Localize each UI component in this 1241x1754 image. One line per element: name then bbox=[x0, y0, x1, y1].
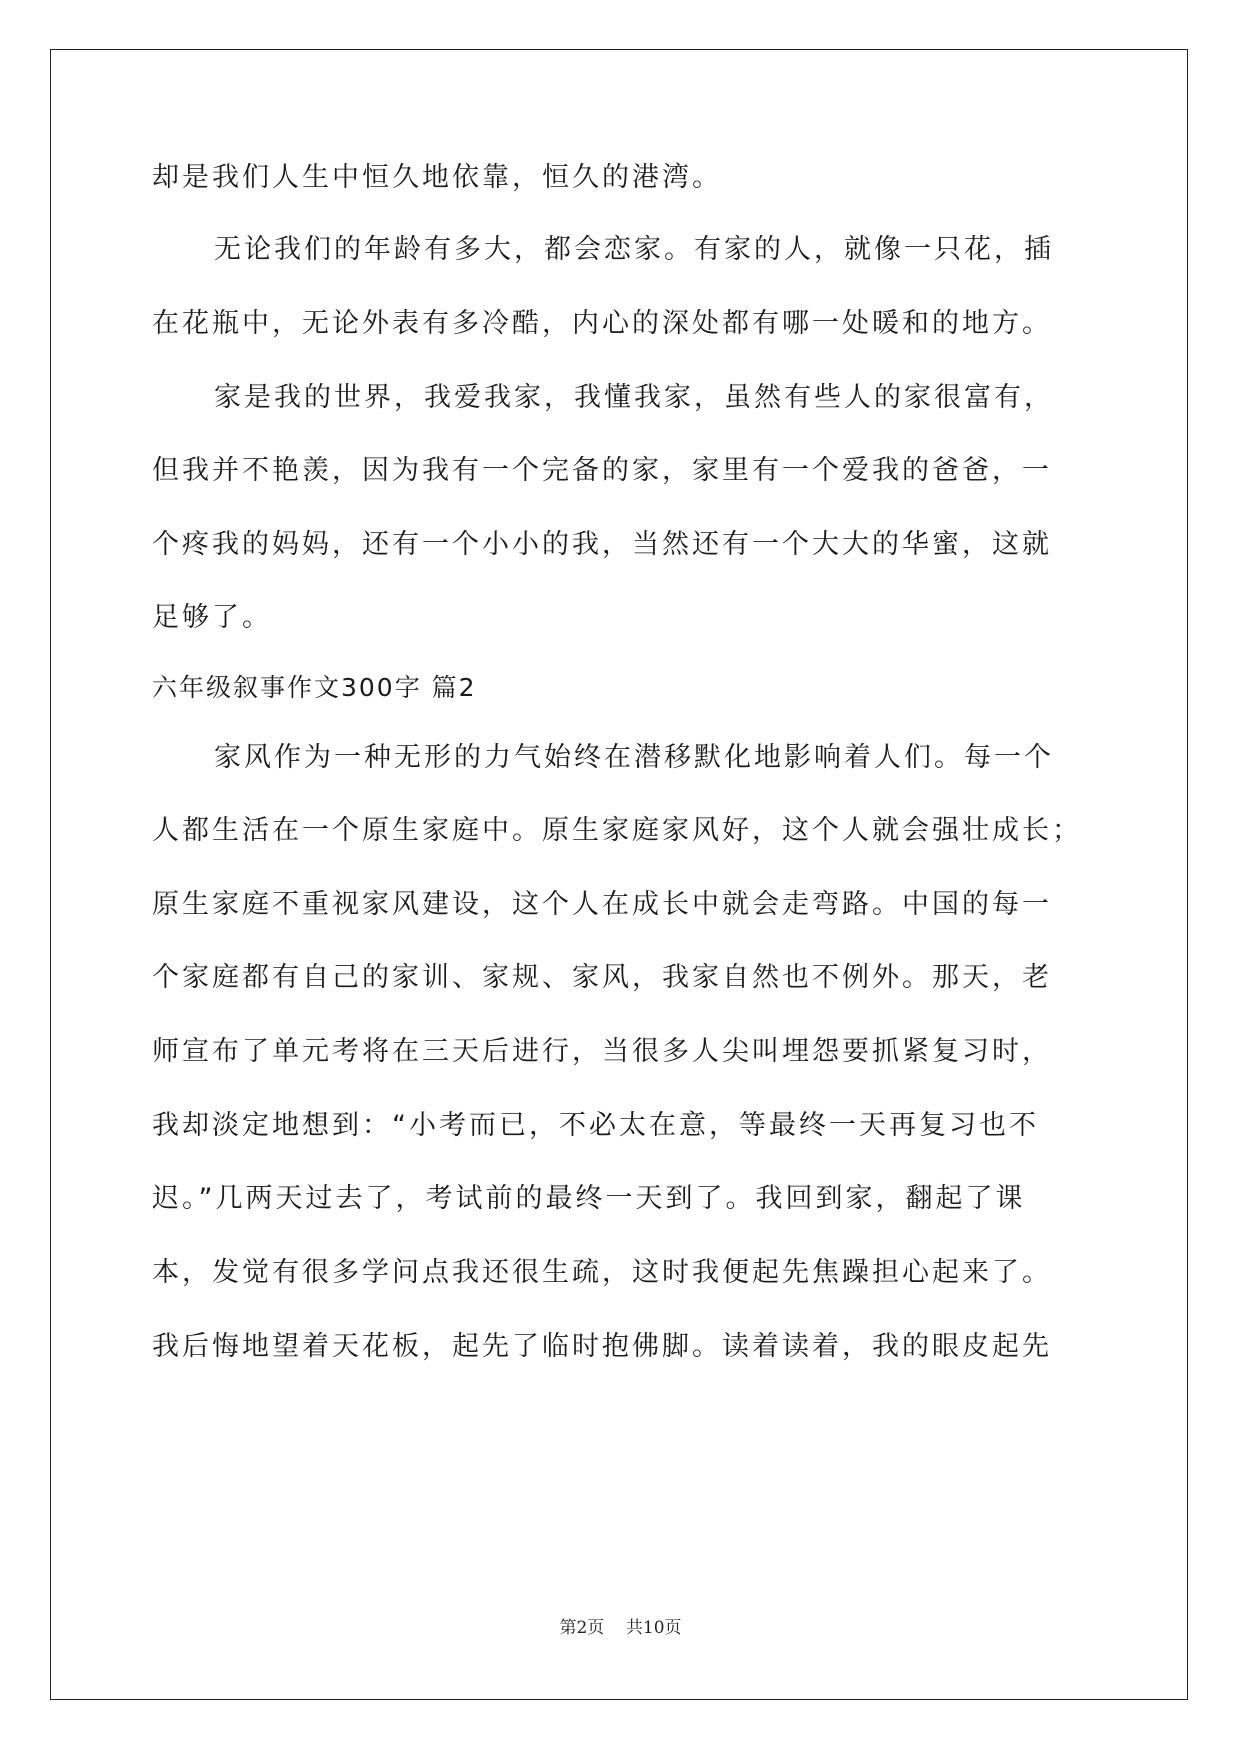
paragraph-line: 足够了。 bbox=[152, 602, 272, 633]
paragraph-line: 在花瓶中，无论外表有多冷酷，内心的深处都有哪一处暖和的地方。 bbox=[152, 308, 1052, 339]
paragraph-line: 家是我的世界，我爱我家，我懂我家，虽然有些人的家很富有， bbox=[214, 382, 1054, 413]
paragraph-line: 无论我们的年龄有多大，都会恋家。有家的人，就像一只花，插 bbox=[214, 234, 1054, 265]
paragraph-line: 却是我们人生中恒久地依靠，恒久的港湾。 bbox=[152, 162, 722, 193]
page-total: 共10页 bbox=[625, 1618, 682, 1638]
paragraph-line: 我却淡定地想到：“小考而已，不必太在意，等最终一天再复习也不 bbox=[152, 1110, 1039, 1141]
section-heading: 六年级叙事作文300字 篇2 bbox=[152, 673, 477, 702]
paragraph-line: 迟。”几两天过去了，考试前的最终一天到了。我回到家，翻起了课 bbox=[152, 1183, 1026, 1214]
paragraph-line: 但我并不艳羡，因为我有一个完备的家，家里有一个爱我的爸爸，一 bbox=[152, 455, 1052, 486]
paragraph-line: 个疼我的妈妈，还有一个小小的我，当然还有一个大大的华蜜，这就 bbox=[152, 529, 1052, 560]
paragraph-line: 师宣布了单元考将在三天后进行，当很多人尖叫埋怨要抓紧复习时， bbox=[152, 1036, 1052, 1067]
paragraph-line: 个家庭都有自己的家训、家规、家风，我家自然也不例外。那天，老 bbox=[152, 962, 1052, 993]
paragraph-line: 人都生活在一个原生家庭中。原生家庭家风好，这个人就会强壮成长； bbox=[152, 815, 1082, 846]
page-border bbox=[50, 49, 1188, 1700]
page-number: 第2页 bbox=[559, 1618, 605, 1638]
paragraph-line: 我后悔地望着天花板，起先了临时抱佛脚。读着读着，我的眼皮起先 bbox=[152, 1331, 1052, 1362]
paragraph-line: 原生家庭不重视家风建设，这个人在成长中就会走弯路。中国的每一 bbox=[152, 889, 1052, 920]
page-footer bbox=[0, 1617, 1241, 1639]
paragraph-line: 家风作为一种无形的力气始终在潜移默化地影响着人们。每一个 bbox=[214, 742, 1054, 773]
paragraph-line: 本，发觉有很多学问点我还很生疏，这时我便起先焦躁担心起来了。 bbox=[152, 1257, 1052, 1288]
